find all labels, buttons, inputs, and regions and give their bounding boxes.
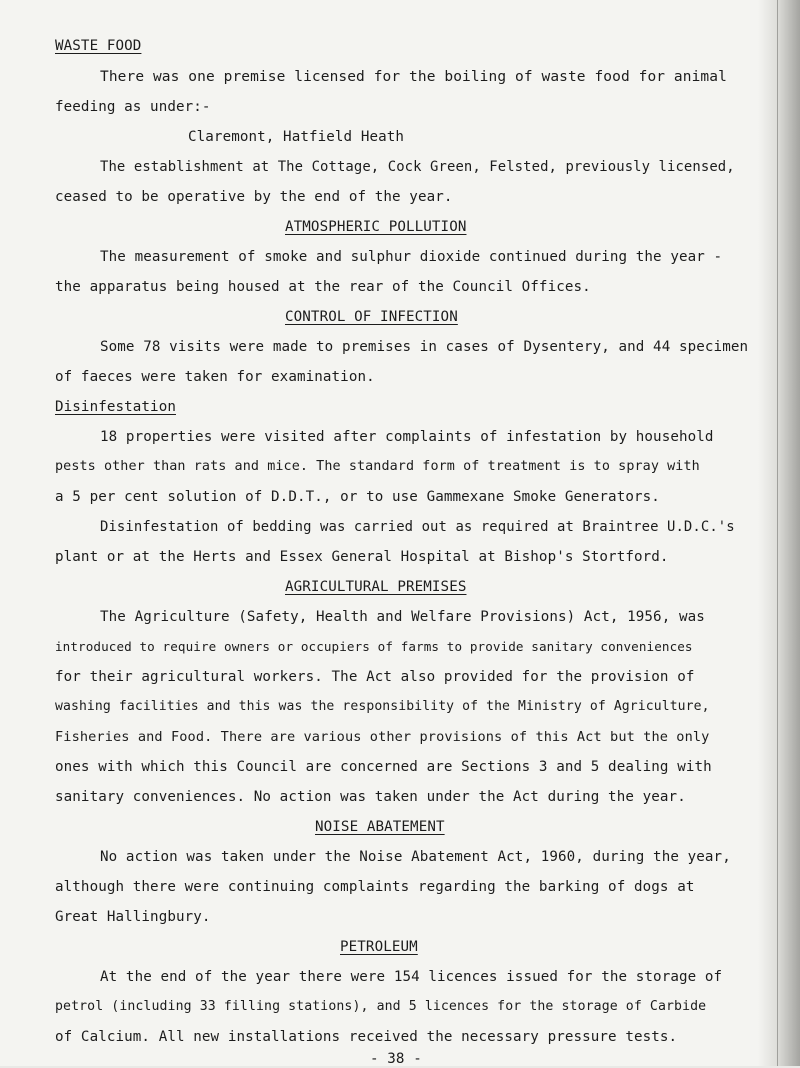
noise-abatement-line1: No action was taken under the Noise Abatement Act, 1960, during the year, — [100, 849, 731, 865]
petroleum-line3: of Calcium. All new installations received the necessary pressure tests. — [55, 1029, 678, 1045]
agricultural-premises-line6: ones with which this Council are concerned are Sections 3 and 5 dealing with — [55, 759, 712, 775]
agricultural-premises-line4: washing facilities and this was the responsibility of the Ministry of Agriculture, — [55, 699, 710, 714]
heading-control-of-infection: CONTROL OF INFECTION — [285, 309, 458, 325]
page-edge-shadow — [758, 0, 800, 1066]
waste-food-text-line2: feeding as under:- — [55, 99, 211, 115]
petroleum-line2: petrol (including 33 filling stations), and 5 licences for the storage of Carbide — [55, 999, 707, 1014]
agricultural-premises-line7: sanitary conveniences. No action was taken under the Act during the year. — [55, 789, 686, 805]
heading-disinfestation: Disinfestation — [55, 399, 176, 415]
page-edge-line — [777, 0, 779, 1066]
waste-food-text-line1: There was one premise licensed for the boiling of waste food for animal — [100, 69, 727, 85]
disinfestation-line3: a 5 per cent solution of D.D.T., or to use Gammexane Smoke Generators. — [55, 489, 660, 505]
control-of-infection-line2: of faeces were taken for examination. — [55, 369, 375, 385]
noise-abatement-line3: Great Hallingbury. — [55, 909, 211, 925]
agricultural-premises-line2: introduced to require owners or occupiers of farms to provide sanitary conveniences — [55, 639, 693, 654]
waste-food-text-line4: ceased to be operative by the end of the year. — [55, 189, 453, 205]
heading-noise-abatement: NOISE ABATEMENT — [315, 819, 445, 835]
atmospheric-pollution-line1: The measurement of smoke and sulphur dioxide continued during the year - — [100, 249, 723, 265]
premise-name: Claremont, Hatfield Heath — [188, 129, 405, 145]
atmospheric-pollution-line2: the apparatus being housed at the rear of the Council Offices. — [55, 279, 591, 295]
heading-petroleum: PETROLEUM — [340, 939, 418, 955]
control-of-infection-line1: Some 78 visits were made to premises in cases of Dysentery, and 44 specimen — [100, 339, 749, 355]
disinfestation-line5: plant or at the Herts and Essex General Hospital at Bishop's Stortford. — [55, 549, 669, 565]
heading-agricultural-premises: AGRICULTURAL PREMISES — [285, 579, 467, 595]
agricultural-premises-line3: for their agricultural workers. The Act also provided for the provision of — [55, 669, 695, 685]
waste-food-text-line3: The establishment at The Cottage, Cock Green, Felsted, previously licensed, — [100, 159, 735, 175]
petroleum-line1: At the end of the year there were 154 licences issued for the storage of — [100, 969, 723, 985]
heading-atmospheric-pollution: ATMOSPHERIC POLLUTION — [285, 219, 467, 235]
disinfestation-line2: pests other than rats and mice. The standard form of treatment is to spray with — [55, 459, 700, 474]
agricultural-premises-line1: The Agriculture (Safety, Health and Welfare Provisions) Act, 1956, was — [100, 609, 705, 625]
disinfestation-line1: 18 properties were visited after complaints of infestation by household — [100, 429, 714, 445]
heading-waste-food: WASTE FOOD — [55, 38, 142, 54]
noise-abatement-line2: although there were continuing complaints regarding the barking of dogs at — [55, 879, 695, 895]
agricultural-premises-line5: Fisheries and Food. There are various other provisions of this Act but the only — [55, 729, 710, 745]
disinfestation-line4: Disinfestation of bedding was carried out as required at Braintree U.D.C.'s — [100, 519, 735, 535]
page-number: - 38 - — [370, 1051, 422, 1067]
